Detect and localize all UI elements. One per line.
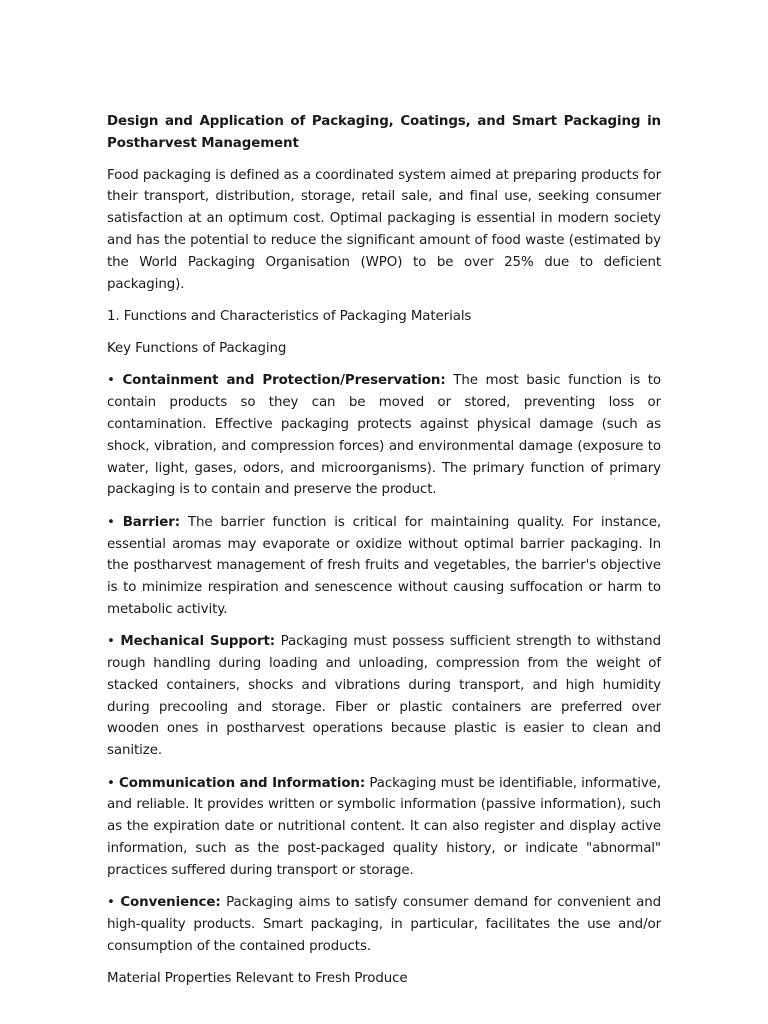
document-title: Design and Application of Packaging, Coatings, and Smart Packaging in Postharvest Management bbox=[107, 114, 661, 151]
bullet-text: The barrier function is critical for maintaining quality. For instance, essential aromas may evaporate or oxidize without optimal barrier packaging. In the postharvest management of fresh fruits and vegetables, the barrier's objective is to minimize respiration and senescence without causing suffocation or harm to metabolic activity. bbox=[107, 514, 661, 617]
bullet-symbol: • bbox=[107, 373, 115, 389]
next-heading: Material Properties Relevant to Fresh Produce bbox=[107, 970, 408, 986]
bullet-symbol: • bbox=[107, 634, 115, 650]
bullet-label: Communication and Information: bbox=[119, 775, 366, 791]
bullet-label: Containment and Protection/Preservation: bbox=[122, 373, 446, 389]
intro-paragraph: Food packaging is defined as a coordinated system aimed at preparing products for their transport, distribution, storage, retail sale, and final use, seeking consumer satisfaction at an optimum cost. Optimal packaging is essential in modern society and has the potential to reduce the significant amount of food waste (estimated by the World Packaging Organisation (WPO) to be over 25% due to deficient packaging). bbox=[107, 167, 661, 292]
bullet-label: Convenience: bbox=[120, 895, 221, 910]
bullet-symbol: • bbox=[107, 895, 115, 910]
bullet-label: Barrier: bbox=[122, 514, 180, 530]
bullet-text: Packaging must possess sufficient strength to withstand rough handling during loading and unloading, compression from the weight of stacked containers, shocks and vibrations during transport, and high humidity during precooling and storage. Fiber or plastic containers are preferred over wooden ones in postharvest operations because plastic is easier to clean and sanitize. bbox=[107, 634, 661, 759]
bullet-barrier bbox=[107, 512, 661, 621]
section-heading: 1. Functions and Characteristics of Packaging Materials bbox=[107, 308, 472, 324]
bullet-communication bbox=[107, 773, 661, 882]
bullet-label: Mechanical Support: bbox=[120, 634, 276, 650]
bullet-text: Packaging aims to satisfy consumer demand for convenient and high-quality products. Smart packaging, in particular, facilitates the use and/or consumption of the contained products. bbox=[107, 895, 661, 954]
bullet-containment bbox=[107, 370, 661, 501]
subsection-heading: Key Functions of Packaging bbox=[107, 341, 287, 357]
bullet-text: Packaging must be identifiable, informative, and reliable. It provides written or symbolic information (passive information), such as the expiration date or nutritional content. It can also register and display active information, such as the post-packaged quality history, or indicate "abnormal" practices suffered during transport or storage. bbox=[107, 775, 661, 878]
bullet-symbol: • bbox=[107, 514, 115, 530]
bullet-symbol: • bbox=[107, 775, 115, 791]
bullet-text: The most basic function is to contain products so they can be moved or stored, preventing loss or contamination. Effective packaging protects against physical damage (such as shock, vibration, and compression forces) and environmental damage (exposure to water, light, gases, odors, and microorganisms). The primary function of primary packaging is to contain and preserve the product. bbox=[107, 373, 661, 498]
bullet-mechanical-support bbox=[107, 631, 661, 762]
document-page bbox=[107, 111, 661, 1000]
bullet-convenience bbox=[107, 892, 661, 957]
